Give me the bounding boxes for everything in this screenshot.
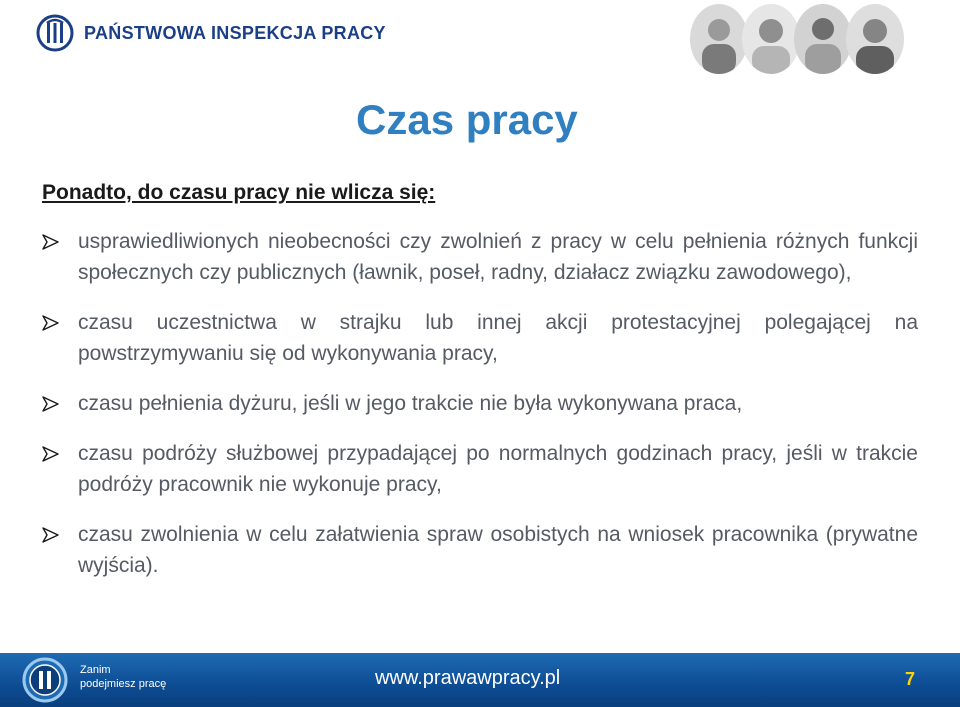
bullet-text: czasu uczestnictwa w strajku lub innej akcji protestacyjnej polegającej na powstrzymywaniu się od wykonywania pracy, (78, 311, 918, 365)
arrow-bullet-icon (40, 519, 78, 581)
page-number: 7 (905, 669, 916, 689)
photo-worker-4 (846, 4, 904, 74)
photo-worker-2 (742, 4, 800, 74)
website-link[interactable]: www.prawawpracy.pl (375, 667, 561, 689)
arrow-bullet-icon (40, 388, 78, 419)
bullet-text: czasu zwolnienia w celu załatwienia spraw osobistych na wniosek pracownika (prywatne wyjścia). (78, 523, 918, 577)
pip-emblem-icon (36, 14, 74, 52)
slide-title: Czas pracy (356, 96, 578, 143)
list-item (40, 519, 918, 581)
campaign-logo-icon (22, 657, 68, 703)
list-item (40, 226, 918, 288)
arrow-bullet-icon (40, 307, 78, 369)
bullet-list (40, 226, 918, 581)
bullet-text: czasu pełnienia dyżuru, jeśli w jego trakcie nie była wykonywana praca, (78, 392, 743, 415)
slide-subtitle: Ponadto, do czasu pracy nie wlicza się: (42, 181, 436, 204)
list-item (40, 307, 918, 369)
campaign-tagline-line1: Zanim (80, 664, 111, 676)
photo-worker-3 (794, 4, 852, 74)
footer-bar (0, 653, 960, 707)
bullet-text: czasu podróży służbowej przypadającej po normalnych godzinach pracy, jeśli w trakcie podróży pracownik nie wykonuje pracy, (78, 442, 918, 496)
list-item (40, 438, 918, 500)
org-name: PAŃSTWOWA INSPEKCJA PRACY (84, 22, 386, 43)
pip-logo (36, 14, 386, 52)
arrow-bullet-icon (40, 226, 78, 288)
header-photos (690, 4, 898, 74)
campaign-tagline (80, 663, 166, 691)
list-item (40, 388, 918, 419)
bullet-text: usprawiedliwionych nieobecności czy zwolnień z pracy w celu pełnienia różnych funkcji społecznych czy publicznych (ławnik, poseł, radny, działacz związku zawodowego), (78, 230, 918, 284)
arrow-bullet-icon (40, 438, 78, 500)
campaign-tagline-line2: podejmiesz pracę (80, 678, 167, 690)
photo-worker-1 (690, 4, 748, 74)
